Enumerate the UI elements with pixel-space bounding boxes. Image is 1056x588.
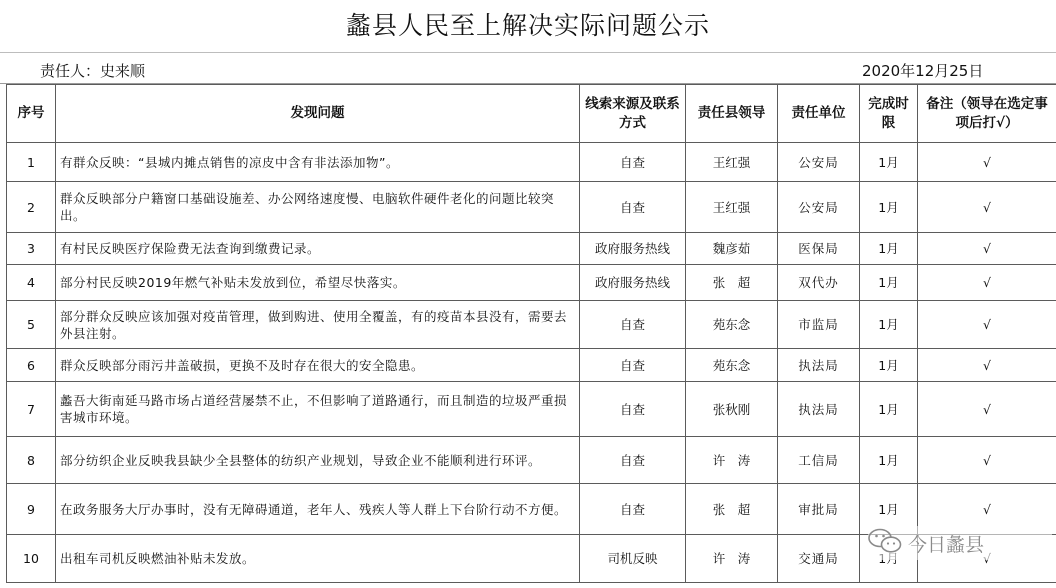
row-seq: 3: [7, 233, 56, 265]
header-source: 线索来源及联系方式: [580, 85, 686, 143]
issues-table: [6, 84, 1056, 583]
row-unit: 医保局: [778, 233, 860, 265]
row-unit: 执法局: [778, 349, 860, 382]
row-remark: √: [918, 382, 1056, 437]
table-row: [7, 349, 1056, 382]
row-leader: 张 超: [686, 484, 778, 535]
row-issue: 部分群众反映应该加强对疫苗管理，做到购进、使用全覆盖，有的疫苗本县没有，需要去外县注射。: [56, 301, 580, 349]
row-unit: 交通局: [778, 535, 860, 583]
row-source: 自查: [580, 143, 686, 182]
row-deadline: 1月: [860, 182, 918, 233]
wechat-icon: [868, 528, 902, 559]
row-remark: √: [918, 182, 1056, 233]
watermark-text: 今日蠡县: [908, 533, 985, 556]
row-leader: 苑东念: [686, 349, 778, 382]
row-deadline: 1月: [860, 265, 918, 301]
row-source: 自查: [580, 182, 686, 233]
table-row: [7, 143, 1056, 182]
watermark: [868, 526, 1052, 560]
row-seq: 5: [7, 301, 56, 349]
row-issue: 群众反映部分户籍窗口基础设施差、办公网络速度慢、电脑软件硬件老化的问题比较突出。: [56, 182, 580, 233]
row-unit: 执法局: [778, 382, 860, 437]
row-issue: 有村民反映医疗保险费无法查询到缴费记录。: [56, 233, 580, 265]
row-source: 政府服务热线: [580, 233, 686, 265]
row-issue: 有群众反映：“县城内摊点销售的凉皮中含有非法添加物”。: [56, 143, 580, 182]
row-deadline: 1月: [860, 484, 918, 535]
row-remark: √: [918, 484, 1056, 535]
header-unit: 责任单位: [778, 85, 860, 143]
row-leader: 苑东念: [686, 301, 778, 349]
row-leader: 张秋刚: [686, 382, 778, 437]
row-source: 自查: [580, 349, 686, 382]
row-source: 自查: [580, 301, 686, 349]
table-header-row: [7, 85, 1056, 143]
row-unit: 公安局: [778, 182, 860, 233]
row-unit: 双代办: [778, 265, 860, 301]
row-seq: 10: [7, 535, 56, 583]
row-remark: √: [918, 143, 1056, 182]
table-row: [7, 233, 1056, 265]
row-seq: 7: [7, 382, 56, 437]
row-issue: 出租车司机反映燃油补贴未发放。: [56, 535, 580, 583]
row-source: 自查: [580, 484, 686, 535]
row-deadline: 1月: [860, 382, 918, 437]
table-row: [7, 437, 1056, 484]
header-deadline: 完成时限: [860, 85, 918, 143]
row-issue: 部分村民反映2019年燃气补贴未发放到位，希望尽快落实。: [56, 265, 580, 301]
header-issue: 发现问题: [56, 85, 580, 143]
row-leader: 王红强: [686, 182, 778, 233]
row-source: 自查: [580, 437, 686, 484]
row-seq: 8: [7, 437, 56, 484]
header-seq: 序号: [7, 85, 56, 143]
row-remark: √: [918, 265, 1056, 301]
responsible-person: 责任人：史来顺: [40, 62, 146, 80]
publish-date: 2020年12月25日: [862, 62, 984, 80]
row-unit: 市监局: [778, 301, 860, 349]
row-seq: 6: [7, 349, 56, 382]
table-row: [7, 301, 1056, 349]
page-title: 蠡县人民至上解决实际问题公示: [345, 11, 710, 40]
row-unit: 审批局: [778, 484, 860, 535]
row-seq: 2: [7, 182, 56, 233]
row-remark: √: [918, 349, 1056, 382]
row-issue: 群众反映部分雨污井盖破损，更换不及时存在很大的安全隐患。: [56, 349, 580, 382]
row-source: 政府服务热线: [580, 265, 686, 301]
row-deadline: 1月: [860, 301, 918, 349]
row-issue: 部分纺织企业反映我县缺少全县整体的纺织产业规划，导致企业不能顺利进行环评。: [56, 437, 580, 484]
table-row: [7, 182, 1056, 233]
row-source: 司机反映: [580, 535, 686, 583]
row-unit: 工信局: [778, 437, 860, 484]
row-leader: 魏彦茹: [686, 233, 778, 265]
row-remark: √: [918, 437, 1056, 484]
row-seq: 4: [7, 265, 56, 301]
table-row: [7, 382, 1056, 437]
row-deadline: 1月: [860, 233, 918, 265]
row-issue: 在政务服务大厅办事时，没有无障碍通道，老年人、残疾人等人群上下台阶行动不方便。: [56, 484, 580, 535]
header-leader: 责任县领导: [686, 85, 778, 143]
row-remark: √: [918, 301, 1056, 349]
row-leader: 许 涛: [686, 535, 778, 583]
row-seq: 1: [7, 143, 56, 182]
table-row: [7, 265, 1056, 301]
header-remark: 备注（领导在选定事项后打√）: [918, 85, 1056, 143]
row-leader: 许 涛: [686, 437, 778, 484]
row-issue: 蠡吾大街南延马路市场占道经营屡禁不止，不但影响了道路通行，而且制造的垃圾严重损害城市环境。: [56, 382, 580, 437]
title-divider: [0, 52, 1056, 53]
row-source: 自查: [580, 382, 686, 437]
row-deadline: 1月: [860, 437, 918, 484]
row-unit: 公安局: [778, 143, 860, 182]
row-deadline: 1月: [860, 349, 918, 382]
row-deadline: 1月: [860, 143, 918, 182]
row-leader: 王红强: [686, 143, 778, 182]
row-remark: √: [918, 233, 1056, 265]
row-seq: 9: [7, 484, 56, 535]
row-leader: 张 超: [686, 265, 778, 301]
